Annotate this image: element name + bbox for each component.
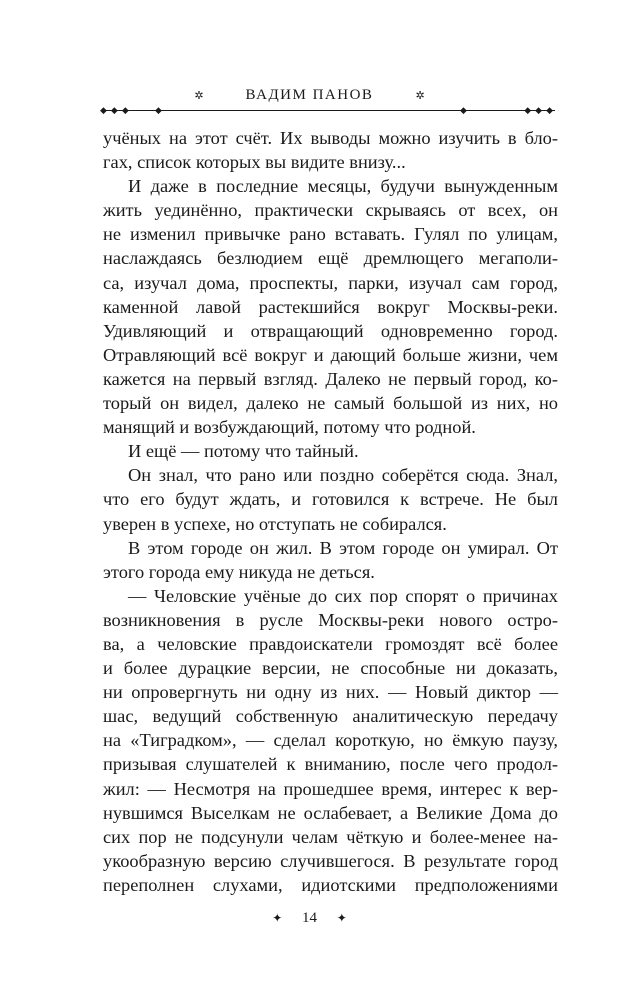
text-line: торый он видел, далеко не самый большой из них, но <box>103 393 558 414</box>
text-line: уверен в успехе, но отступать не собирался. <box>103 513 447 534</box>
rule-dot-right: ◆ <box>460 105 467 115</box>
text-line: ни опровергнуть ни одну из них. — Новый диктор — <box>103 682 558 703</box>
text-line: ва, а человские правдоискатели громоздят всё более <box>103 633 558 654</box>
text-line: этого города ему никуда не деться. <box>103 561 375 582</box>
text-line: кажется на первый взгляд. Далеко не первый город, ко- <box>103 368 558 389</box>
footer-ornament-right: ✦ <box>336 911 347 926</box>
text-line: са, изучал дома, проспекты, парки, изучал сам город, <box>103 272 558 293</box>
text-line: манящий и возбуждающий, потому что родной. <box>103 417 476 438</box>
header-ornament-right: ✲ <box>415 89 425 102</box>
text-line: и более дурацкие версии, не способные ни доказать, <box>103 658 558 679</box>
text-line: наслаждаясь безлюдием ещё дремлющего мегаполи- <box>103 248 558 269</box>
rule-dots-right: ◆◆◆ <box>524 105 557 115</box>
text-line: — Человские учёные до сих пор спорят о причинах <box>128 585 558 606</box>
page-number: 14 <box>302 910 317 927</box>
header-rule <box>103 110 555 111</box>
text-line: шас, ведущий собственную аналитическую передачу <box>103 706 558 727</box>
text-line: каменной лавой растекшийся вокруг Москвы-реки. <box>103 296 558 317</box>
text-line: И даже в последние месяцы, будучи вынужденным <box>128 176 558 197</box>
text-line: Удивляющий и отвращающий одновременно город. <box>103 320 558 341</box>
text-line: Отравляющий всё вокруг и дающий больше жизни, чем <box>103 344 558 365</box>
running-header <box>0 86 619 106</box>
text-line: переполнен слухами, идиотскими предположениями <box>103 874 558 895</box>
header-author: ВАДИМ ПАНОВ <box>245 86 374 103</box>
footer-ornament-left: ✦ <box>272 911 283 926</box>
text-line: гах, список которых вы видите внизу... <box>103 152 406 173</box>
body-text <box>103 126 558 897</box>
text-line: что его будут ждать, и готовился к встрече. Не был <box>103 489 558 510</box>
rule-dot-left: ◆ <box>155 105 162 115</box>
rule-dots-left: ◆◆◆ <box>100 105 133 115</box>
page-footer <box>0 910 619 927</box>
text-line: Он знал, что рано или поздно соберётся сюда. Знал, <box>128 465 558 486</box>
text-line: призывая слушателей к вниманию, после чего продол- <box>103 754 558 775</box>
text-line: И ещё — потому что тайный. <box>128 441 359 462</box>
text-line: учёных на этот счёт. Их выводы можно изучить в бло- <box>103 128 558 148</box>
text-line: жить уединённо, практически скрываясь от всех, он <box>103 200 558 221</box>
text-line: укообразную версию случившегося. В результате город <box>103 850 558 871</box>
header-ornament-left: ✲ <box>194 89 204 102</box>
text-line: жил: — Несмотря на прошедшее время, интерес к вер- <box>103 778 558 799</box>
text-line: возникновения в русле Москвы-реки нового остро- <box>103 609 558 630</box>
text-line: сих пор не подсунули челам чёткую и более-менее на- <box>103 826 558 847</box>
text-line: на «Тиградком», — сделал короткую, но ёмкую паузу, <box>103 730 558 751</box>
text-line: В этом городе он жил. В этом городе он умирал. От <box>128 537 558 558</box>
text-line: нувшимся Выселкам не ослабевает, а Великие Дома до <box>103 802 558 823</box>
text-line: не изменил привычке рано вставать. Гулял по улицам, <box>103 224 558 245</box>
